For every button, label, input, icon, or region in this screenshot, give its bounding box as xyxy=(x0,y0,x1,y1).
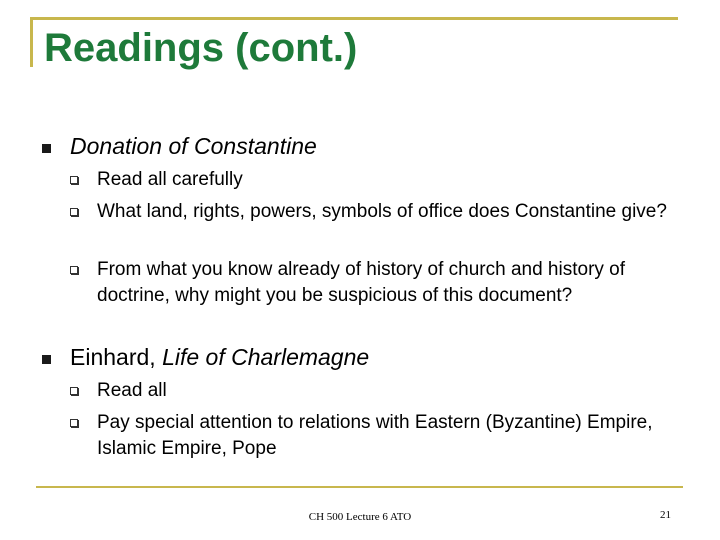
left-accent-line xyxy=(30,17,33,67)
footer-text: CH 500 Lecture 6 ATO xyxy=(308,511,412,523)
hollow-square-bullet-icon xyxy=(70,266,78,274)
sub-bullet-read-all: Read all xyxy=(97,380,167,401)
square-bullet-icon xyxy=(42,355,51,364)
bullet-heading-einhard xyxy=(70,344,369,371)
footer-divider xyxy=(36,486,683,488)
bullet-heading-donation xyxy=(70,133,317,160)
hollow-square-bullet-icon xyxy=(70,387,78,395)
bullet-heading-italic: Life of Charlemagne xyxy=(162,344,370,370)
slide-title: Readings (cont.) xyxy=(44,26,358,70)
sub-bullet-relations: Pay special attention to relations with Eastern (Byzantine) Empire, Islamic Empire, Pope xyxy=(97,412,653,459)
hollow-square-bullet-icon xyxy=(70,208,78,216)
square-bullet-icon xyxy=(42,144,51,153)
sub-bullet-suspicious: From what you know already of history of church and history of doctrine, why might you be suspicious of this document? xyxy=(97,259,626,306)
hollow-square-bullet-icon xyxy=(70,419,78,427)
bullet-heading-text: Donation of Constantine xyxy=(70,133,317,159)
top-accent-line xyxy=(30,17,678,20)
hollow-square-bullet-icon xyxy=(70,176,78,184)
bullet-heading-prefix: Einhard, xyxy=(70,344,163,370)
sub-bullet-what-land: What land, rights, powers, symbols of office does Constantine give? xyxy=(97,201,667,222)
page-number: 21 xyxy=(660,509,671,521)
sub-bullet-read-carefully: Read all carefully xyxy=(97,169,243,190)
